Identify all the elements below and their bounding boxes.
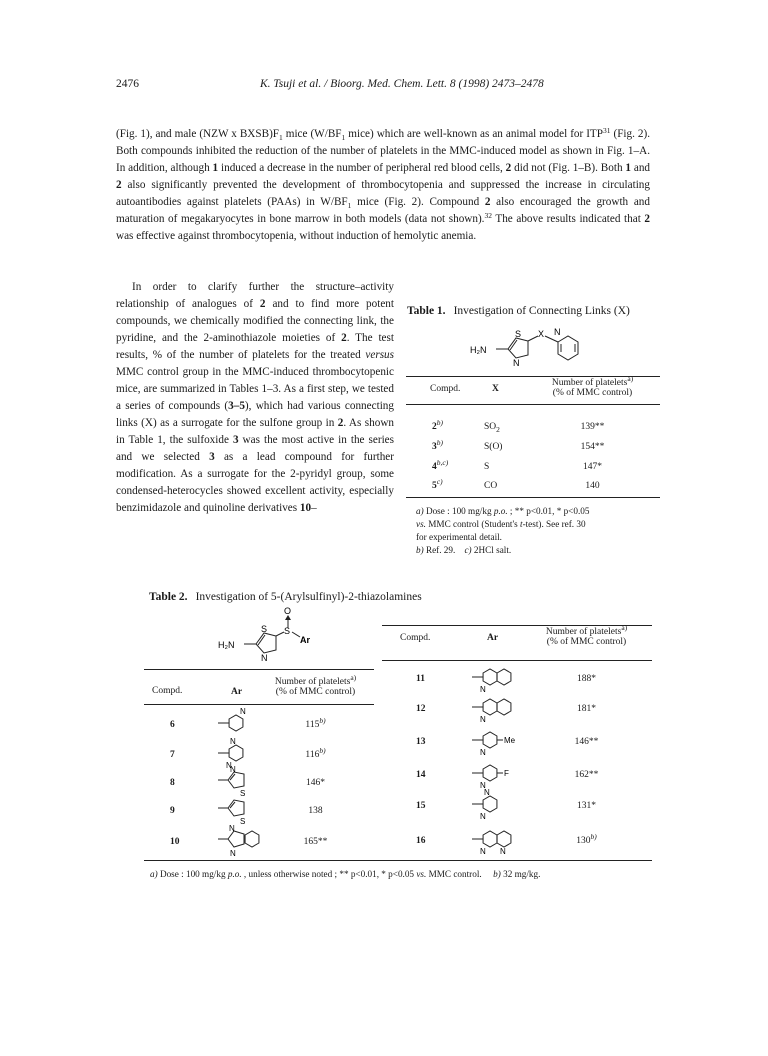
table1-cell-x: S(O): [484, 442, 503, 452]
table2-right-cell-platelets: 130$^{b)}$: [576, 832, 597, 846]
table1-header-rule: [406, 404, 660, 405]
svg-text:H₂N: H₂N: [470, 345, 487, 355]
aryl-ring-icon: [470, 662, 530, 696]
svg-text:F: F: [504, 769, 509, 778]
table2-right-cell-compd: 11: [416, 674, 425, 684]
table2-right-header-rule: [382, 660, 652, 661]
table1-label: Table 1.: [407, 305, 446, 317]
aryl-ring-icon: [470, 692, 530, 726]
page-number: 2476: [116, 78, 139, 90]
table2-left-cell-platelets: 146*: [306, 778, 325, 788]
table1-cell-compd: 4$^{b,c)}$: [432, 458, 449, 472]
table2-left-cell-platelets: 116$^{b)}$: [305, 746, 326, 760]
table1-cell-platelets: 140: [585, 481, 600, 491]
table1-cell-platelets: 139**: [580, 422, 605, 432]
table2-right-top-rule: [382, 625, 652, 626]
table1-title: Investigation of Connecting Links (X): [453, 305, 630, 317]
aryl-ring-drawing: [470, 692, 530, 726]
svg-text:S: S: [515, 329, 522, 339]
table1-cell-x: $SO_2$: [484, 422, 500, 434]
svg-text:N: N: [500, 847, 506, 856]
table2-left-cell-compd: 8: [170, 778, 175, 788]
svg-text:N: N: [240, 708, 246, 716]
aryl-ring-icon: [470, 824, 530, 858]
svg-text:X: X: [538, 329, 545, 339]
aryl-ring-drawing: [470, 725, 530, 759]
table2-right-cell-platelets: 131*: [577, 801, 596, 811]
table1-cell-platelets: 154**: [580, 442, 605, 452]
svg-text:N: N: [480, 847, 486, 856]
svg-text:S: S: [261, 624, 268, 634]
table2-left-col-compd: Compd.: [152, 686, 183, 696]
aryl-ring-icon: [470, 758, 530, 792]
table2-right-cell-compd: 12: [416, 704, 426, 714]
svg-text:Me: Me: [504, 736, 516, 745]
svg-text:N: N: [480, 781, 486, 790]
svg-text:N: N: [226, 761, 232, 770]
table2-left-cell-platelets: 115$^{b)}$: [305, 716, 326, 730]
table2-right-cell-platelets: 181*: [577, 704, 596, 714]
table2-structure: [218, 606, 338, 664]
svg-text:N: N: [484, 789, 490, 797]
paragraph-1: (Fig. 1), and male (NZW x $BXSB)F_1$ mice ($W/BF_1$ mice) which are well-known as an animal model for ITP$^{31}$ (Fig. 2). Both compounds inhibited the reduction of the number of platelets in the MMC-induced model as shown in Fig. 1–A. In addition, although 1 induced a decrease in the number of peripheral red blood cells, 2 did not (Fig. 1–B). Both 1 and 2 also significantly prevented the development of thrombocytopenia and suppressed the increase in circulating autoantibodies against platelets (PAAs) in $W/BF_1$ mice (Fig. 2). Compound 2 also encouraged the growth and maturation of megakaryocytes in bone marrow in both models (data not shown).$^{32}$ The above results indicated that 2 was effective against thrombocytopenia, without induction of hemolytic anemia.: [116, 126, 651, 242]
table1-col-compd: Compd.: [430, 384, 461, 394]
svg-text:O: O: [284, 606, 292, 616]
svg-text:N: N: [513, 358, 520, 368]
table1-caption: [407, 305, 630, 317]
running-citation: K. Tsuji et al. / Bioorg. Med. Chem. Lett. 8 (1998) 2473–2478: [260, 78, 544, 90]
svg-text:S: S: [284, 626, 291, 636]
table2-right-col-platelets: Number of platelets$^{a)}$ (% of MMC control): [545, 623, 628, 647]
table1-bottom-rule: [406, 497, 660, 498]
table2-right-cell-compd: 15: [416, 801, 426, 811]
table1-cell-x: CO: [484, 481, 498, 491]
table2-label: Table 2.: [149, 591, 188, 603]
aryl-ring-drawing: [470, 758, 530, 792]
table2-title: Investigation of 5-(Arylsulfinyl)-2-thiazolamines: [195, 591, 422, 603]
table2-bottom-rule: [144, 860, 652, 861]
svg-text:N: N: [480, 685, 486, 694]
table1-structure: [470, 326, 620, 370]
table1-cell-x: S: [484, 462, 490, 472]
table2-left-cell-compd: 10: [170, 837, 180, 847]
table2-right-col-ar: Ar: [487, 633, 499, 643]
table2-right-cell-platelets: 146**: [574, 737, 599, 747]
svg-text:H₂N: H₂N: [218, 640, 235, 650]
table1-top-rule: [406, 376, 660, 377]
table1-cell-platelets: 147*: [583, 462, 602, 472]
svg-text:Ar: Ar: [300, 635, 311, 645]
table2-right-cell-compd: 13: [416, 737, 426, 747]
svg-text:N: N: [229, 825, 235, 833]
table2-caption: [149, 591, 422, 603]
table2-left-cell-platelets: 165**: [303, 837, 328, 847]
table2-right-cell-platelets: 162**: [574, 770, 599, 780]
table2-left-cell-compd: 6: [170, 720, 175, 730]
svg-text:N: N: [480, 748, 486, 757]
table2-left-col-platelets: Number of platelets$^{a)}$ (% of MMC control): [274, 673, 357, 697]
svg-text:N: N: [230, 738, 236, 746]
table2-right-cell-compd: 16: [416, 836, 426, 846]
svg-text:N: N: [230, 849, 236, 858]
paragraph-2: In order to clarify further the structure–activity relationship of analogues of 2 and to find more potent compounds, we chemically modified the connecting link, the pyridine, and the 2-aminothiazole moieties of 2. The test results, % of the number of platelets for the treated versus MMC control group in the MMC-induced thrombocytopenic mice, are summarized in Tables 1–3. As a first step, we tested a series of compounds (3–5), which had various connecting links (X) as a surrogate for the sulfone group in 2. As shown in Table 1, the sulfoxide 3 was the most active in the series and we selected 3 as a lead compound for further modification. As a surrogate for the 2-pyridyl group, some condensed-heterocycles showed excellent activity, especially benzimidazole and quinoline derivatives 10–: [116, 281, 395, 514]
aryl-ring-drawing: [470, 824, 530, 858]
aryl-ring-drawing: [470, 662, 530, 696]
svg-text:N: N: [261, 653, 268, 663]
table2-footnote: a) Dose : 100 mg/kg p.o. , unless otherwise noted ; ** p<0.01, * p<0.05 vs. MMC control. b) 32 mg/kg.: [150, 869, 541, 879]
table2-left-cell-compd: 7: [170, 750, 175, 760]
table2-right-col-compd: Compd.: [400, 633, 431, 643]
svg-text:N: N: [554, 327, 561, 337]
table1-cell-compd: 2$^{b)}$: [432, 418, 443, 432]
table2-left-top-rule: [144, 669, 374, 670]
table2-left-header-rule: [144, 704, 374, 705]
table1-cell-compd: 5$^{c)}$: [432, 477, 443, 491]
table1-footnotes: a) Dose : 100 mg/kg p.o. ; ** p<0.01, * p<0.05 vs. MMC control (Student's t-test). See ref. 30 for experimental detail. b) Ref. 29. c) 2HCl salt.: [416, 506, 590, 555]
svg-text:S: S: [240, 789, 246, 798]
table1-col-x: X: [492, 384, 499, 394]
svg-text:S: S: [240, 817, 246, 826]
table2-left-cell-platelets: 138: [308, 806, 323, 816]
svg-text:N: N: [230, 766, 236, 774]
table1-col-platelets: Number of platelets$^{a)}$ (% of MMC control): [551, 374, 634, 398]
svg-text:N: N: [480, 715, 486, 724]
svg-text:N: N: [480, 812, 486, 821]
table2-right-cell-platelets: 188*: [577, 674, 596, 684]
table1-cell-compd: 3$^{b)}$: [432, 438, 443, 452]
aryl-ring-drawing: [470, 789, 530, 823]
table2-left-col-ar: Ar: [231, 687, 243, 697]
table2-left-cell-compd: 9: [170, 806, 175, 816]
aryl-ring-icon: [470, 789, 530, 823]
table2-right-cell-compd: 14: [416, 770, 426, 780]
aryl-ring-icon: [470, 725, 530, 759]
